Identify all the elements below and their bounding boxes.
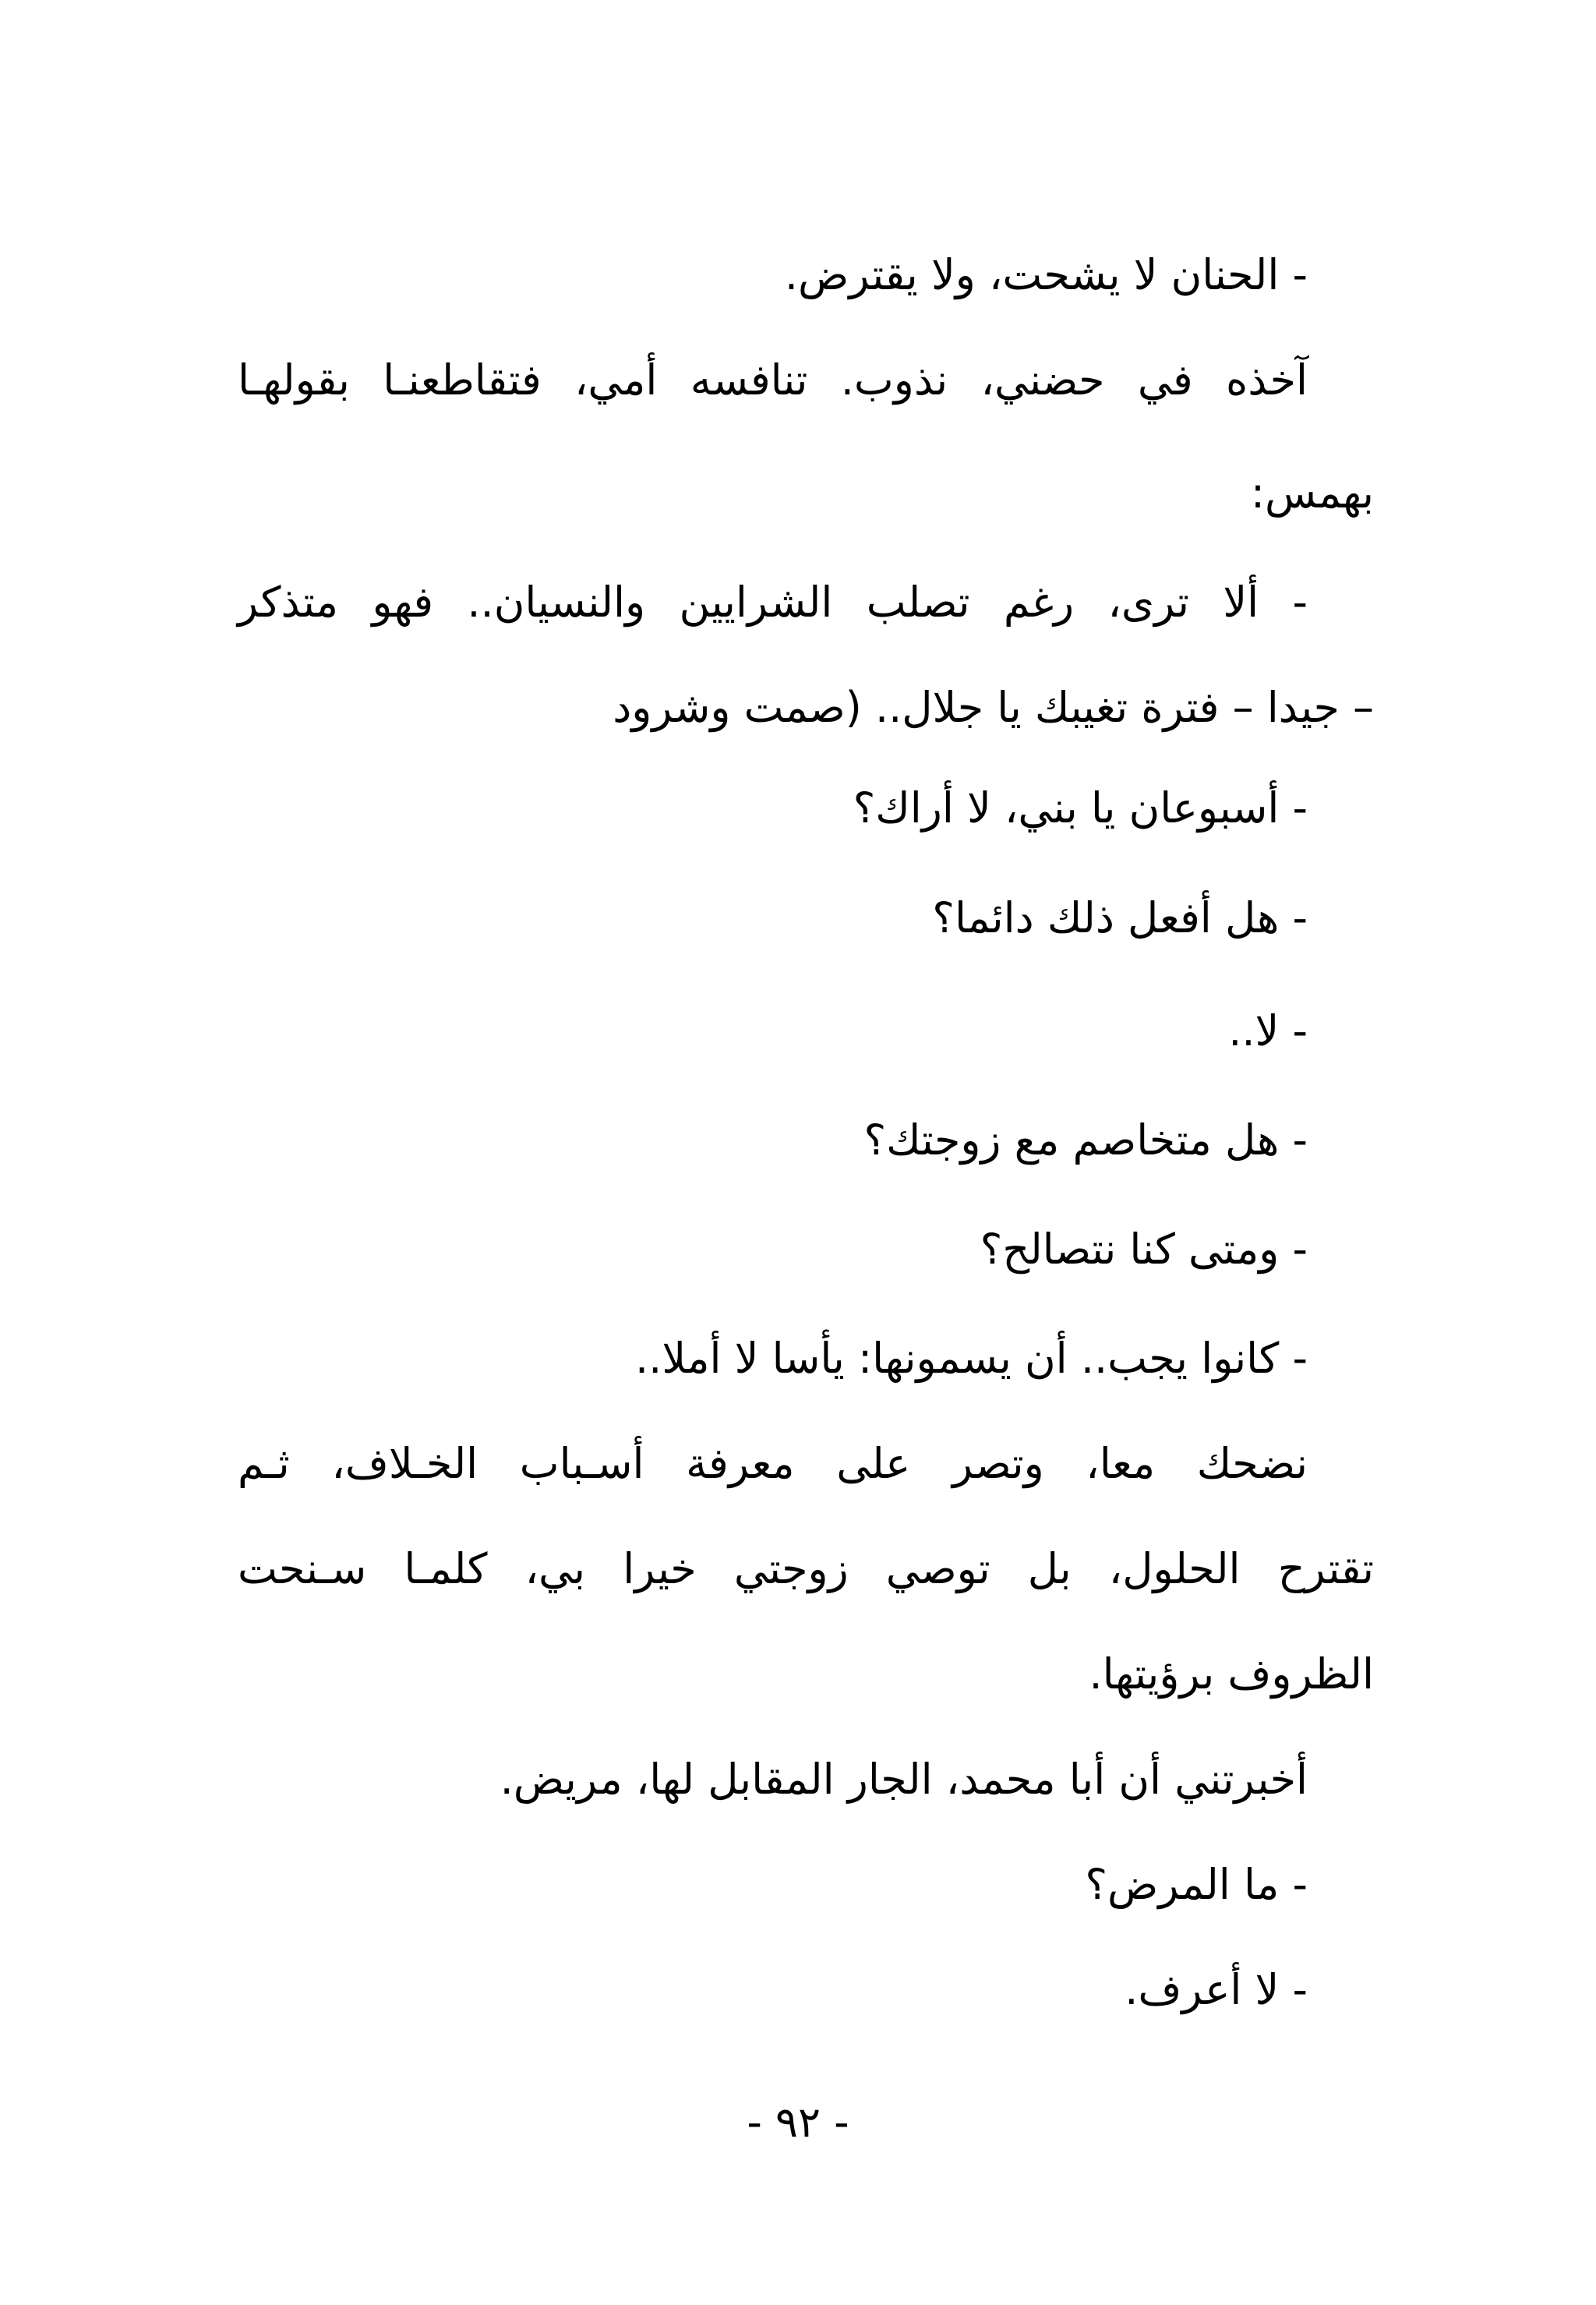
text-line-1: - الحنان لا يشحت، ولا يقترض.	[784, 250, 1308, 299]
text-line-2: آخذه في حضني، نذوب. تنافسه أمي، فتقاطعنـا بقولهـا	[238, 355, 1308, 405]
page-number: - ٩٢ -	[747, 2098, 849, 2147]
text-line-10: - ومتى كنا نتصالح؟	[980, 1225, 1308, 1274]
text-line-11: - كانوا يجب.. أن يسمونها: يأسا لا أملا..	[635, 1334, 1308, 1383]
text-line-4: - ألا ترى، رغم تصلب الشرايين والنسيان.. فهو متذكر	[238, 578, 1308, 627]
text-line-6: - أسبوعان يا بني، لا أراك؟	[853, 783, 1308, 833]
text-line-3: بهمس:	[1250, 468, 1374, 518]
text-line-16: - ما المرض؟	[1085, 1860, 1308, 1909]
text-line-15: أخبرتني أن أبا محمد، الجار المقابل لها، مريض.	[500, 1755, 1308, 1804]
text-line-5: – جيدا – فترة تغيبك يا جلال.. (صمت وشرود	[613, 683, 1374, 732]
text-line-14: الظروف برؤيتها.	[1089, 1649, 1374, 1699]
text-line-7: - هل أفعل ذلك دائما؟	[932, 893, 1308, 942]
text-line-17: - لا أعرف.	[1125, 1965, 1308, 2014]
text-line-9: - هل متخاصم مع زوجتك؟	[863, 1115, 1308, 1165]
text-line-8: - لا..	[1228, 1006, 1308, 1055]
text-line-13: تقترح الحلول، بل توصي زوجتي خيرا بي، كلمـا سـنحت	[238, 1544, 1374, 1593]
text-line-12: نضحك معا، وتصر على معرفة أسـباب الخـلاف، ثـم	[238, 1439, 1308, 1488]
